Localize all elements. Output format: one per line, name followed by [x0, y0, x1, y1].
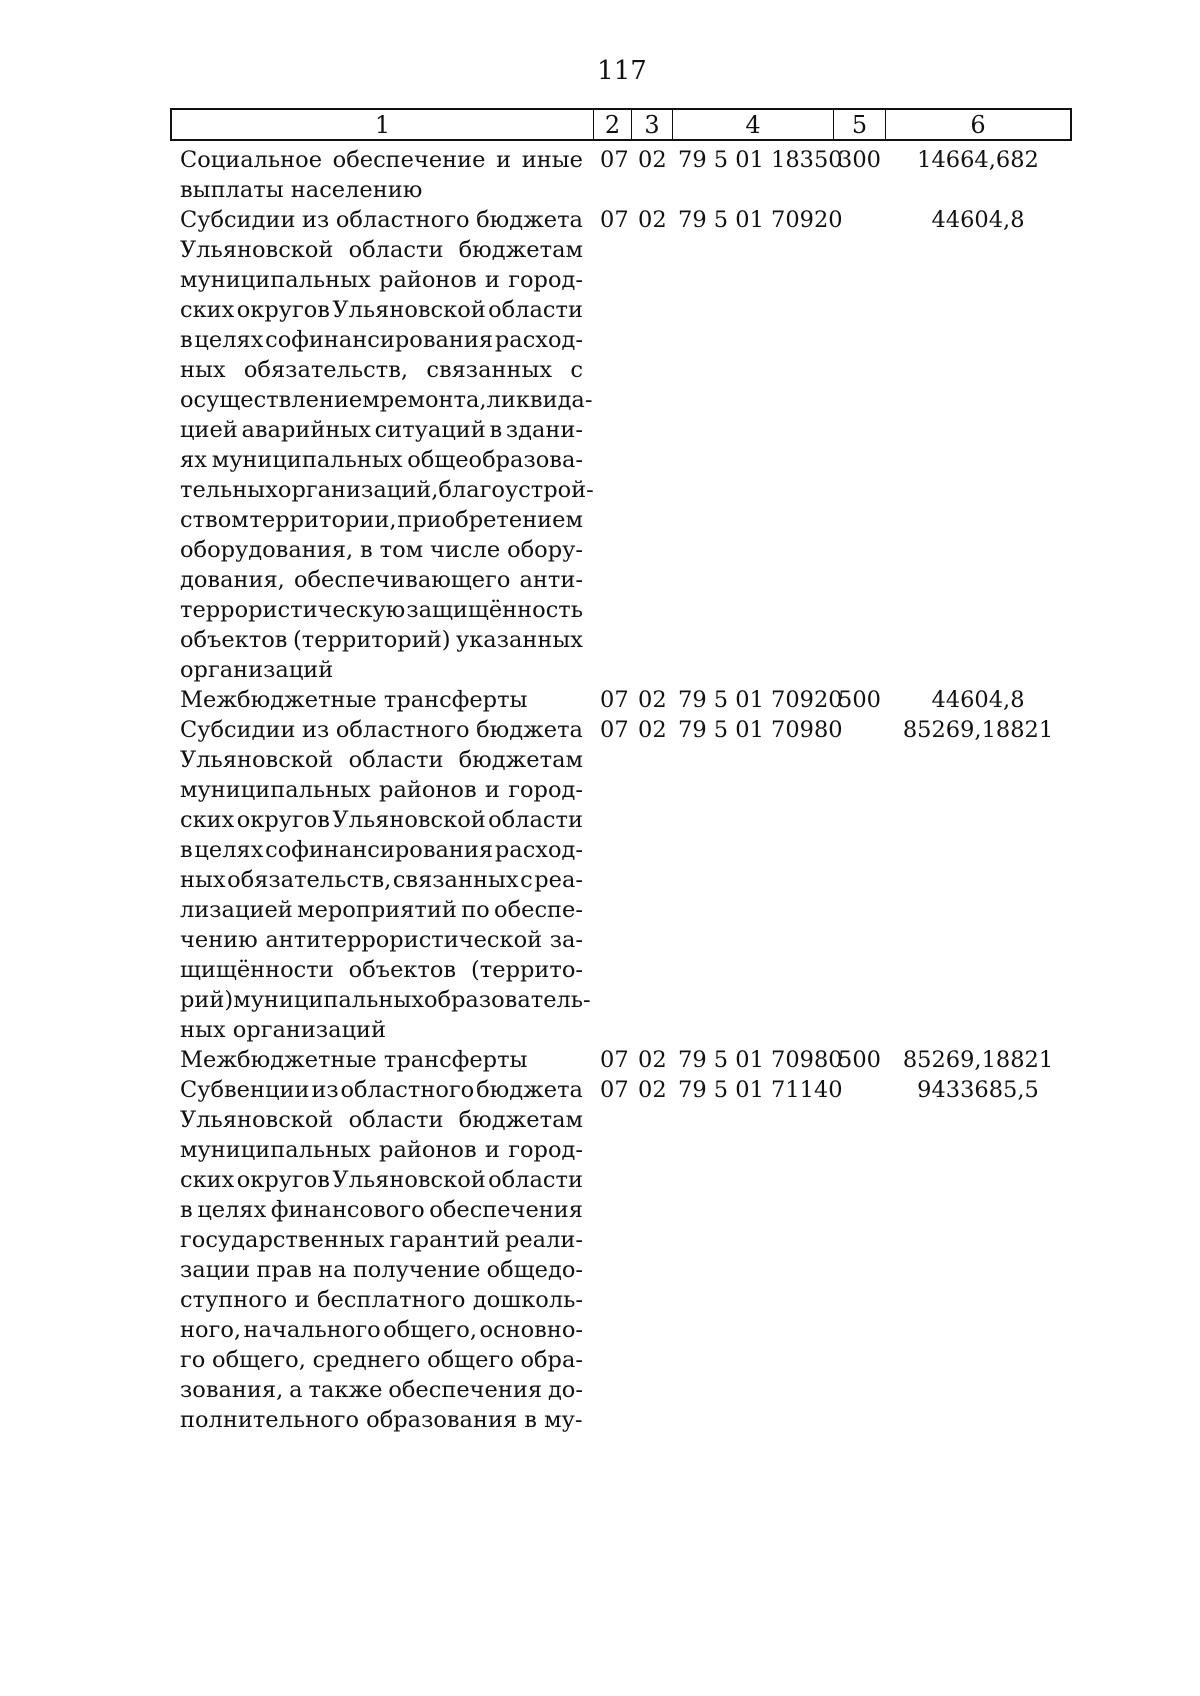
description-line: ных обязательств, связанных с реа- — [180, 867, 583, 893]
description-line: выплаты населению — [180, 177, 423, 203]
description-line: Ульяновской области бюджетам — [180, 237, 583, 263]
cell-c3: 02 — [638, 1047, 667, 1073]
table-header — [170, 108, 1072, 141]
description-line: Ульяновской области бюджетам — [180, 747, 583, 773]
description-line: в целях софинансирования расход- — [180, 837, 583, 863]
description-line: ских округов Ульяновской области — [180, 297, 583, 323]
cell-c5: 500 — [838, 1047, 881, 1073]
description-line: ступного и бесплатного дошколь- — [180, 1287, 583, 1313]
cell-c4: 79 5 01 70920 — [678, 687, 843, 713]
cell-c6: 44604,8 — [931, 207, 1025, 233]
table-row — [0, 1045, 1200, 1075]
row-description — [180, 715, 591, 1045]
cell-c4: 79 5 01 18350 — [678, 147, 843, 173]
cell-c4: 79 5 01 71140 — [678, 1077, 843, 1103]
row-description — [180, 1045, 583, 1075]
row-description — [180, 1075, 583, 1435]
description-line: ских округов Ульяновской области — [180, 1167, 583, 1193]
cell-c4: 79 5 01 70980 — [678, 717, 843, 743]
description-line: Ульяновской области бюджетам — [180, 1107, 583, 1133]
description-line: рий) муниципальных образователь- — [180, 987, 591, 1013]
description-line: зации прав на получение общедо- — [180, 1257, 583, 1283]
description-line: в целях софинансирования расход- — [180, 327, 583, 353]
description-line: ях муниципальных общеобразова- — [180, 447, 583, 473]
cell-c6: 85269,18821 — [902, 1047, 1054, 1073]
cell-c6: 44604,8 — [931, 687, 1025, 713]
description-line: цией аварийных ситуаций в здани- — [180, 417, 583, 443]
description-line: Субсидии из областного бюджета — [180, 717, 583, 743]
description-line: зования, а также обеспечения до- — [180, 1377, 583, 1403]
description-line: муниципальных районов и город- — [180, 267, 583, 293]
cell-c3: 02 — [638, 147, 667, 173]
description-line: го общего, среднего общего обра- — [180, 1347, 583, 1373]
cell-c2: 07 — [600, 717, 629, 743]
table-row — [0, 685, 1200, 715]
description-line: Субвенции из областного бюджета — [180, 1077, 583, 1103]
cell-c4: 79 5 01 70980 — [678, 1047, 843, 1073]
description-line: муниципальных районов и город- — [180, 1137, 583, 1163]
cell-c6: 85269,18821 — [902, 717, 1054, 743]
cell-c2: 07 — [600, 147, 629, 173]
header-col-3: 3 — [632, 110, 673, 139]
cell-c6: 9433685,5 — [917, 1077, 1039, 1103]
header-col-5: 5 — [834, 110, 886, 139]
table-row — [0, 205, 1200, 685]
description-line: ских округов Ульяновской области — [180, 807, 583, 833]
table-row — [0, 145, 1200, 205]
cell-c2: 07 — [600, 1077, 629, 1103]
table-row — [0, 1075, 1200, 1435]
cell-c3: 02 — [638, 207, 667, 233]
header-col-4: 4 — [673, 110, 834, 139]
description-line: Субсидии из областного бюджета — [180, 207, 583, 233]
description-line: Социальное обеспечение и иные — [180, 147, 583, 173]
description-line: государственных гарантий реали- — [180, 1227, 583, 1253]
cell-c2: 07 — [600, 1047, 629, 1073]
cell-c5: 300 — [838, 147, 881, 173]
cell-c6: 14664,682 — [917, 147, 1039, 173]
description-line: ного, начального общего, основно- — [180, 1317, 583, 1343]
description-line: лизацией мероприятий по обеспе- — [180, 897, 583, 923]
cell-c4: 79 5 01 70920 — [678, 207, 843, 233]
row-description — [180, 145, 583, 205]
description-line: ством территории, приобретением — [180, 507, 583, 533]
cell-c2: 07 — [600, 207, 629, 233]
description-line: осуществлением ремонта, ликвида- — [180, 387, 593, 413]
header-col-1: 1 — [172, 110, 594, 139]
description-line: оборудования, в том числе обору- — [180, 537, 583, 563]
description-line: ных организаций — [180, 1017, 387, 1043]
description-line: тельных организаций, благоустрой- — [180, 477, 594, 503]
description-line: чению антитеррористической за- — [180, 927, 583, 953]
description-line: щищённости объектов (террито- — [180, 957, 583, 983]
description-line: организаций — [180, 657, 334, 683]
description-line: объектов (территорий) указанных — [180, 627, 583, 653]
description-line: ных обязательств, связанных с — [180, 357, 583, 383]
description-line: в целях финансового обеспечения — [180, 1197, 583, 1223]
description-line: полнительного образования в му- — [180, 1407, 583, 1433]
row-description — [180, 205, 594, 685]
cell-c3: 02 — [638, 1077, 667, 1103]
cell-c5: 500 — [838, 687, 881, 713]
cell-c3: 02 — [638, 717, 667, 743]
cell-c3: 02 — [638, 687, 667, 713]
header-col-2: 2 — [594, 110, 632, 139]
row-description — [180, 685, 583, 715]
cell-c2: 07 — [600, 687, 629, 713]
header-col-6: 6 — [970, 111, 986, 139]
table-body — [0, 145, 1200, 1435]
description-line: муниципальных районов и город- — [180, 777, 583, 803]
table-row — [0, 715, 1200, 1045]
description-line: дования, обеспечивающего анти- — [180, 567, 583, 593]
page-number: 117 — [597, 56, 647, 86]
description-line: Межбюджетные трансферты — [180, 687, 528, 713]
description-line: террористическую защищённость — [180, 597, 583, 623]
description-line: Межбюджетные трансферты — [180, 1047, 528, 1073]
